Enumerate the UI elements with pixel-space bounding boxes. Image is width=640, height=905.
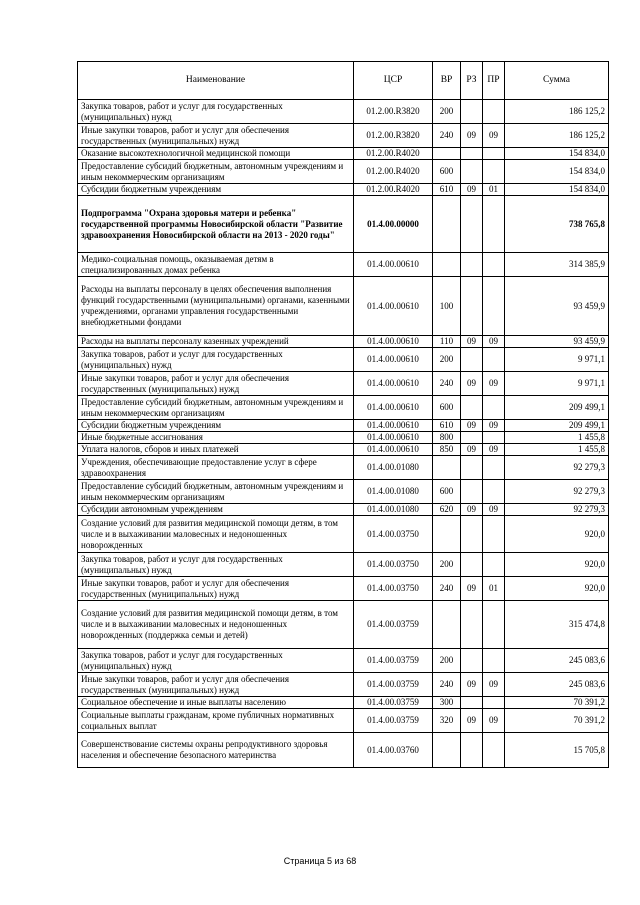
cell-sum: 154 834,0	[505, 148, 609, 160]
cell-rz	[461, 196, 483, 253]
cell-sum: 1 455,8	[505, 432, 609, 444]
cell-csr: 01.4.00.01080	[354, 504, 433, 516]
page-number: Страница 5 из 68	[283, 856, 357, 866]
cell-sum: 738 765,8	[505, 196, 609, 253]
table-row	[78, 124, 609, 148]
table-row	[78, 396, 609, 420]
cell-name: Закупка товаров, работ и услуг для государственных (муниципальных) нужд	[78, 649, 354, 673]
cell-name: Учреждения, обеспечивающие предоставление услуг в сфере здравоохранения	[78, 456, 354, 480]
cell-pr	[483, 396, 505, 420]
cell-csr: 01.4.00.03759	[354, 709, 433, 733]
table-row	[78, 336, 609, 348]
cell-csr: 01.4.00.03759	[354, 673, 433, 697]
cell-sum: 154 834,0	[505, 160, 609, 184]
cell-name: Субсидии автономным учреждениям	[78, 504, 354, 516]
cell-rz	[461, 516, 483, 553]
cell-vr: 800	[433, 432, 461, 444]
cell-csr: 01.4.00.00610	[354, 253, 433, 277]
cell-vr: 240	[433, 577, 461, 601]
cell-rz	[461, 649, 483, 673]
cell-vr	[433, 733, 461, 768]
cell-sum: 245 083,6	[505, 673, 609, 697]
cell-vr: 200	[433, 348, 461, 372]
cell-sum: 186 125,2	[505, 124, 609, 148]
table-row	[78, 733, 609, 768]
header-name: Наименование	[78, 62, 354, 100]
cell-csr: 01.2.00.R3820	[354, 100, 433, 124]
cell-rz	[461, 480, 483, 504]
cell-csr: 01.2.00.R4020	[354, 160, 433, 184]
cell-vr: 100	[433, 277, 461, 336]
cell-pr	[483, 196, 505, 253]
cell-csr: 01.2.00.R4020	[354, 184, 433, 196]
cell-name: Создание условий для развития медицинской помощи детям, в том числе и в выхаживании маловесных и недоношенных новорожденных (поддержка семьи и детей)	[78, 601, 354, 649]
cell-vr: 240	[433, 372, 461, 396]
table-row	[78, 456, 609, 480]
cell-name: Закупка товаров, работ и услуг для государственных (муниципальных) нужд	[78, 100, 354, 124]
header-csr: ЦСР	[354, 62, 433, 100]
cell-sum: 245 083,6	[505, 649, 609, 673]
cell-rz: 09	[461, 673, 483, 697]
cell-name: Субсидии бюджетным учреждениям	[78, 420, 354, 432]
cell-name: Иные закупки товаров, работ и услуг для обеспечения государственных (муниципальных) нужд	[78, 577, 354, 601]
cell-sum: 1 455,8	[505, 444, 609, 456]
cell-rz	[461, 348, 483, 372]
cell-sum: 93 459,9	[505, 277, 609, 336]
cell-csr: 01.4.00.03759	[354, 649, 433, 673]
cell-vr: 200	[433, 100, 461, 124]
cell-name: Социальное обеспечение и иные выплаты населению	[78, 697, 354, 709]
cell-csr: 01.4.00.00610	[354, 444, 433, 456]
cell-name: Создание условий для развития медицинской помощи детям, в том числе и в выхаживании маловесных и недоношенных новорожденных	[78, 516, 354, 553]
table-body	[78, 100, 609, 768]
cell-sum: 315 474,8	[505, 601, 609, 649]
cell-name: Расходы на выплаты персоналу казенных учреждений	[78, 336, 354, 348]
table-row	[78, 100, 609, 124]
cell-name: Совершенствование системы охраны репродуктивного здоровья населения и обеспечение безопасного материнства	[78, 733, 354, 768]
cell-csr: 01.4.00.03750	[354, 516, 433, 553]
cell-pr: 09	[483, 372, 505, 396]
cell-vr	[433, 148, 461, 160]
cell-rz: 09	[461, 372, 483, 396]
table-row	[78, 649, 609, 673]
cell-pr	[483, 553, 505, 577]
cell-csr: 01.4.00.03759	[354, 697, 433, 709]
cell-pr	[483, 601, 505, 649]
cell-vr: 110	[433, 336, 461, 348]
cell-sum: 186 125,2	[505, 100, 609, 124]
table-row	[78, 148, 609, 160]
cell-pr: 09	[483, 336, 505, 348]
table-row	[78, 432, 609, 444]
cell-pr	[483, 480, 505, 504]
cell-name: Подпрограмма "Охрана здоровья матери и ребенка" государственной программы Новосибирской области "Развитие здравоохранения Новосибирской области на 2013 - 2020 годы"	[78, 196, 354, 253]
cell-rz	[461, 432, 483, 444]
cell-sum: 209 499,1	[505, 396, 609, 420]
cell-rz: 09	[461, 336, 483, 348]
cell-name: Субсидии бюджетным учреждениям	[78, 184, 354, 196]
cell-sum: 70 391,2	[505, 697, 609, 709]
table-row	[78, 480, 609, 504]
cell-name: Иные закупки товаров, работ и услуг для обеспечения государственных (муниципальных) нужд	[78, 124, 354, 148]
table-row	[78, 516, 609, 553]
cell-name: Иные бюджетные ассигнования	[78, 432, 354, 444]
cell-rz	[461, 553, 483, 577]
table-row	[78, 504, 609, 516]
cell-vr: 620	[433, 504, 461, 516]
cell-rz	[461, 100, 483, 124]
cell-vr: 600	[433, 396, 461, 420]
cell-csr: 01.4.00.00610	[354, 420, 433, 432]
cell-name: Предоставление субсидий бюджетным, автономным учреждениям и иным некоммерческим организациям	[78, 396, 354, 420]
cell-rz: 09	[461, 420, 483, 432]
cell-name: Иные закупки товаров, работ и услуг для обеспечения государственных (муниципальных) нужд	[78, 673, 354, 697]
cell-pr: 09	[483, 673, 505, 697]
table-row	[78, 348, 609, 372]
table-row	[78, 444, 609, 456]
cell-vr	[433, 601, 461, 649]
cell-pr: 09	[483, 124, 505, 148]
cell-name: Медико-социальная помощь, оказываемая детям в специализированных домах ребенка	[78, 253, 354, 277]
cell-name: Расходы на выплаты персоналу в целях обеспечения выполнения функций государственными (муниципальными) органами, казенными учреждениями, органами управления государственными внебюджетными фондами	[78, 277, 354, 336]
cell-name: Иные закупки товаров, работ и услуг для обеспечения государственных (муниципальных) нужд	[78, 372, 354, 396]
table-row	[78, 709, 609, 733]
cell-vr: 240	[433, 124, 461, 148]
cell-rz: 09	[461, 184, 483, 196]
cell-pr	[483, 733, 505, 768]
cell-pr: 09	[483, 504, 505, 516]
cell-csr: 01.4.00.00610	[354, 336, 433, 348]
table-row	[78, 601, 609, 649]
cell-vr: 300	[433, 697, 461, 709]
cell-sum: 920,0	[505, 516, 609, 553]
cell-pr	[483, 348, 505, 372]
cell-vr: 600	[433, 480, 461, 504]
cell-rz	[461, 160, 483, 184]
table-row	[78, 553, 609, 577]
cell-pr	[483, 253, 505, 277]
cell-vr	[433, 516, 461, 553]
table-row	[78, 184, 609, 196]
table-row	[78, 673, 609, 697]
cell-vr	[433, 253, 461, 277]
cell-sum: 92 279,3	[505, 504, 609, 516]
cell-rz	[461, 277, 483, 336]
cell-sum: 209 499,1	[505, 420, 609, 432]
cell-csr: 01.4.00.00610	[354, 277, 433, 336]
cell-pr	[483, 697, 505, 709]
cell-vr	[433, 456, 461, 480]
cell-name: Предоставление субсидий бюджетным, автономным учреждениям и иным некоммерческим организациям	[78, 480, 354, 504]
cell-csr: 01.4.00.00610	[354, 396, 433, 420]
cell-pr: 09	[483, 709, 505, 733]
cell-rz: 09	[461, 124, 483, 148]
table-row	[78, 577, 609, 601]
cell-sum: 9 971,1	[505, 348, 609, 372]
cell-rz	[461, 148, 483, 160]
cell-rz	[461, 733, 483, 768]
cell-vr: 200	[433, 553, 461, 577]
cell-csr: 01.4.00.03750	[354, 553, 433, 577]
cell-sum: 92 279,3	[505, 456, 609, 480]
cell-pr: 09	[483, 420, 505, 432]
cell-csr: 01.4.00.00610	[354, 372, 433, 396]
cell-sum: 15 705,8	[505, 733, 609, 768]
cell-pr: 09	[483, 444, 505, 456]
cell-csr: 01.4.00.03760	[354, 733, 433, 768]
cell-name: Закупка товаров, работ и услуг для государственных (муниципальных) нужд	[78, 553, 354, 577]
cell-csr: 01.4.00.03750	[354, 577, 433, 601]
cell-rz	[461, 396, 483, 420]
table-row	[78, 420, 609, 432]
cell-sum: 154 834,0	[505, 184, 609, 196]
table-header-row	[78, 62, 609, 100]
table-row	[78, 160, 609, 184]
budget-table	[77, 61, 609, 768]
cell-rz	[461, 253, 483, 277]
table-row	[78, 372, 609, 396]
cell-name: Закупка товаров, работ и услуг для государственных (муниципальных) нужд	[78, 348, 354, 372]
header-rz: РЗ	[461, 62, 483, 100]
cell-name: Оказание высокотехнологичной медицинской помощи	[78, 148, 354, 160]
cell-vr: 240	[433, 673, 461, 697]
cell-vr: 200	[433, 649, 461, 673]
cell-rz	[461, 601, 483, 649]
cell-csr: 01.2.00.R4020	[354, 148, 433, 160]
header-pr: ПР	[483, 62, 505, 100]
table-row	[78, 253, 609, 277]
cell-pr	[483, 649, 505, 673]
cell-vr: 610	[433, 420, 461, 432]
cell-sum: 920,0	[505, 577, 609, 601]
cell-sum: 70 391,2	[505, 709, 609, 733]
cell-rz: 09	[461, 504, 483, 516]
cell-rz	[461, 697, 483, 709]
cell-pr: 01	[483, 184, 505, 196]
cell-csr: 01.4.00.00000	[354, 196, 433, 253]
cell-csr: 01.4.00.00610	[354, 348, 433, 372]
cell-vr: 610	[433, 184, 461, 196]
cell-csr: 01.4.00.03759	[354, 601, 433, 649]
cell-rz	[461, 456, 483, 480]
cell-rz: 09	[461, 709, 483, 733]
cell-rz: 09	[461, 577, 483, 601]
cell-vr	[433, 196, 461, 253]
cell-vr: 600	[433, 160, 461, 184]
cell-csr: 01.4.00.01080	[354, 480, 433, 504]
table-row	[78, 196, 609, 253]
cell-vr: 850	[433, 444, 461, 456]
cell-csr: 01.4.00.00610	[354, 432, 433, 444]
cell-name: Социальные выплаты гражданам, кроме публичных нормативных социальных выплат	[78, 709, 354, 733]
cell-pr	[483, 160, 505, 184]
cell-pr	[483, 516, 505, 553]
cell-pr	[483, 432, 505, 444]
cell-sum: 920,0	[505, 553, 609, 577]
cell-sum: 314 385,9	[505, 253, 609, 277]
cell-sum: 9 971,1	[505, 372, 609, 396]
cell-csr: 01.2.00.R3820	[354, 124, 433, 148]
cell-name: Уплата налогов, сборов и иных платежей	[78, 444, 354, 456]
cell-sum: 93 459,9	[505, 336, 609, 348]
header-vr: ВР	[433, 62, 461, 100]
table-row	[78, 277, 609, 336]
table-row	[78, 697, 609, 709]
cell-csr: 01.4.00.01080	[354, 456, 433, 480]
cell-sum: 92 279,3	[505, 480, 609, 504]
cell-pr	[483, 277, 505, 336]
cell-name: Предоставление субсидий бюджетным, автономным учреждениям и иным некоммерческим организациям	[78, 160, 354, 184]
cell-pr	[483, 148, 505, 160]
header-sum: Сумма	[505, 62, 609, 100]
cell-vr: 320	[433, 709, 461, 733]
cell-pr	[483, 100, 505, 124]
cell-pr	[483, 456, 505, 480]
cell-pr: 01	[483, 577, 505, 601]
cell-rz: 09	[461, 444, 483, 456]
